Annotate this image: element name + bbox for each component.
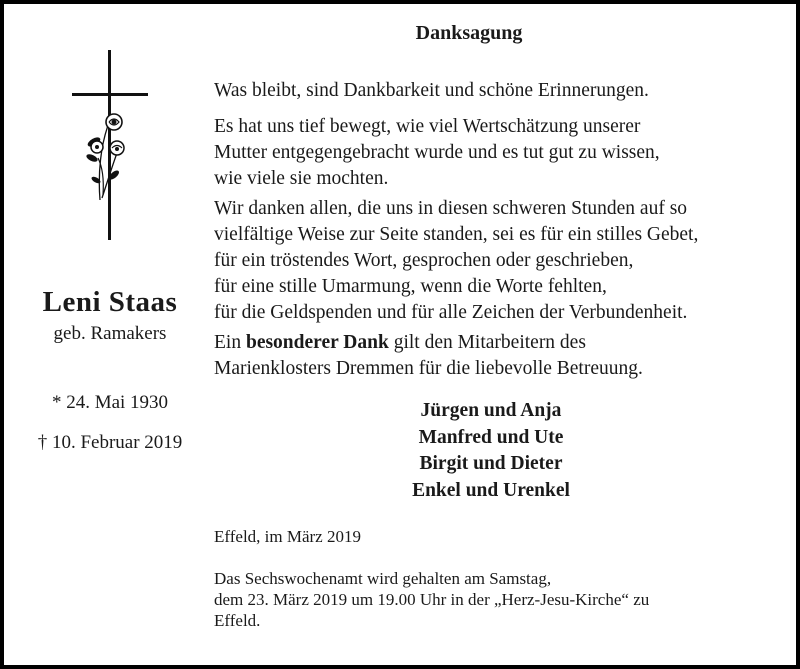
signer: Birgit und Dieter bbox=[419, 453, 563, 474]
place-date: Effeld, im März 2019 bbox=[214, 527, 361, 546]
signers-list bbox=[206, 398, 776, 504]
notice-title: Danksagung bbox=[415, 22, 523, 44]
deceased-panel bbox=[10, 50, 210, 463]
deceased-name: Leni Staas bbox=[42, 286, 178, 318]
signer: Jürgen und Anja bbox=[420, 400, 562, 421]
signer: Manfred und Ute bbox=[418, 426, 564, 448]
text-line: Effeld. bbox=[214, 611, 261, 630]
text-line: für ein tröstendes Wort, gesprochen oder geschrieben, bbox=[214, 250, 634, 271]
paragraph-appreciation bbox=[214, 114, 784, 192]
birth-name: geb. Ramakers bbox=[53, 323, 167, 344]
text-line: für die Geldspenden und für alle Zeichen der Verbundenheit. bbox=[214, 302, 688, 323]
cross-with-roses-icon bbox=[70, 50, 150, 240]
intro-line: Was bleibt, sind Dankbarkeit und schöne Erinnerungen. bbox=[214, 80, 649, 101]
paragraph-special-thanks bbox=[214, 330, 784, 382]
special-prefix: Ein bbox=[214, 332, 246, 353]
text-line: vielfältige Weise zur Seite standen, sei es für ein stilles Gebet, bbox=[214, 224, 699, 245]
text-line: dem 23. März 2019 um 19.00 Uhr in der „Herz-Jesu-Kirche“ zu bbox=[214, 590, 650, 609]
text-line: Das Sechswochenamt wird gehalten am Samstag, bbox=[214, 569, 552, 588]
text-line: Mutter entgegengebracht wurde und es tut gut zu wissen, bbox=[214, 142, 660, 163]
life-dates bbox=[10, 383, 210, 463]
notice-text bbox=[214, 20, 784, 631]
special-bold: besonderer Dank bbox=[245, 332, 389, 353]
special-rest: gilt den Mitarbeitern des bbox=[388, 332, 586, 353]
birth-date: * 24. Mai 1930 bbox=[51, 392, 169, 413]
text-line: Marienklosters Dremmen für die liebevolle Betreuung. bbox=[214, 358, 643, 379]
text-line: Wir danken allen, die uns in diesen schweren Stunden auf so bbox=[214, 198, 688, 219]
death-date: † 10. Februar 2019 bbox=[37, 432, 183, 453]
text-line: für eine stille Umarmung, wenn die Worte fehlten, bbox=[214, 276, 607, 297]
text-line: Es hat uns tief bewegt, wie viel Wertschätzung unserer bbox=[214, 116, 641, 137]
signer: Enkel und Urenkel bbox=[412, 479, 570, 501]
service-note bbox=[214, 568, 784, 631]
text-line: wie viele sie mochten. bbox=[214, 168, 389, 189]
paragraph-thanks bbox=[214, 196, 784, 326]
